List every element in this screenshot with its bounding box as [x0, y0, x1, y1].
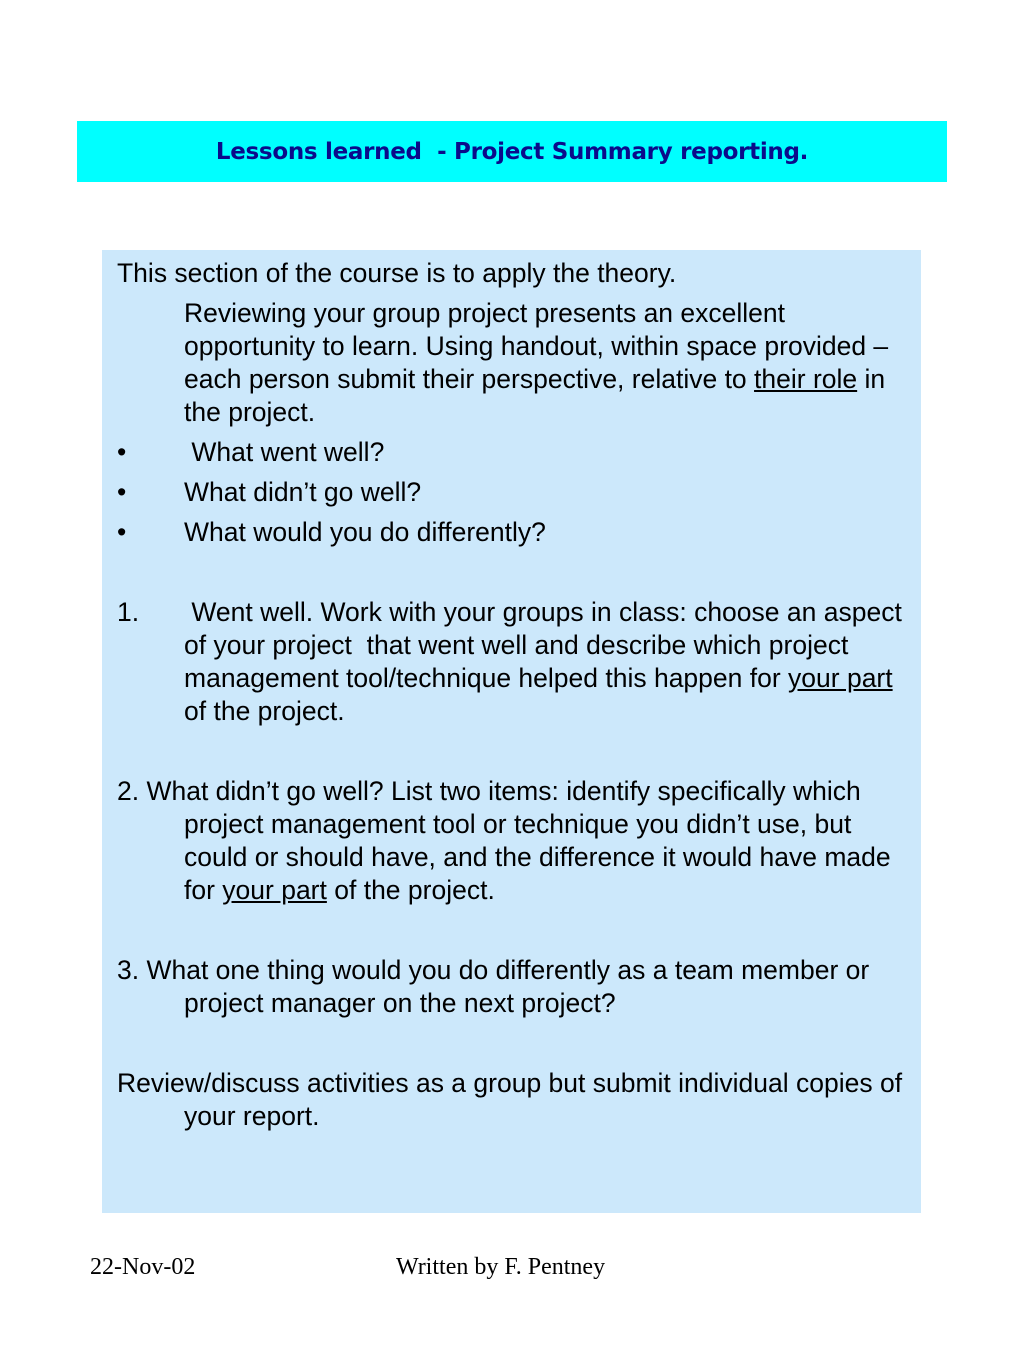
item-1-text-after: of the project.: [184, 696, 345, 726]
bullet-item: [117, 516, 906, 549]
item-2-text-after: of the project.: [326, 875, 495, 905]
footer-author: Written by F. Pentney: [396, 1254, 606, 1280]
bullet-marker: •: [117, 477, 127, 507]
closing-text: Review/discuss activities as a group but submit individual copies of your report.: [117, 1068, 903, 1131]
footer-date: 22-Nov-02: [90, 1254, 196, 1280]
intro-text: This section of the course is to apply the theory.: [117, 258, 677, 288]
bullet-text: What went well?: [184, 437, 385, 467]
item-1-text: [184, 596, 910, 728]
bullet-item: [117, 436, 906, 469]
review-underlined-text: their role: [754, 364, 858, 394]
review-text-after: in the project.: [184, 364, 886, 427]
numbered-item-2: [117, 775, 906, 907]
numbered-item-1: [117, 596, 910, 728]
bullet-marker: •: [117, 437, 127, 467]
title-banner: [77, 121, 947, 182]
bullet-item: [117, 476, 906, 509]
review-text-before: Reviewing your group project presents an excellent opportunity to learn. Using handout, within space provided – each person submit their perspective, relative to: [184, 298, 889, 394]
item-2-underlined: your part: [222, 875, 327, 905]
bullet-text: What didn’t go well?: [184, 477, 422, 507]
content-panel: [102, 250, 921, 1213]
item-2-text-before: 2. What didn’t go well? List two items: identify specifically which project management tool or technique you didn’t use, but could or should have, and the difference it would have made for: [117, 776, 891, 905]
review-paragraph: [117, 297, 906, 429]
bullet-marker: •: [117, 517, 127, 547]
slide-title: Lessons learned - Project Summary reporting.: [215, 138, 809, 165]
bullet-text: What would you do differently?: [184, 517, 546, 547]
item-1-underlined: your part: [788, 663, 893, 693]
item-number: 1.: [117, 597, 140, 627]
item-1-text-before: Went well. Work with your groups in class: choose an aspect of your project that went well and describe which project management tool/technique helped this happen for: [184, 597, 910, 693]
numbered-item-3: 3. What one thing would you do differently as a team member or project manager on the next project?: [117, 955, 870, 1018]
